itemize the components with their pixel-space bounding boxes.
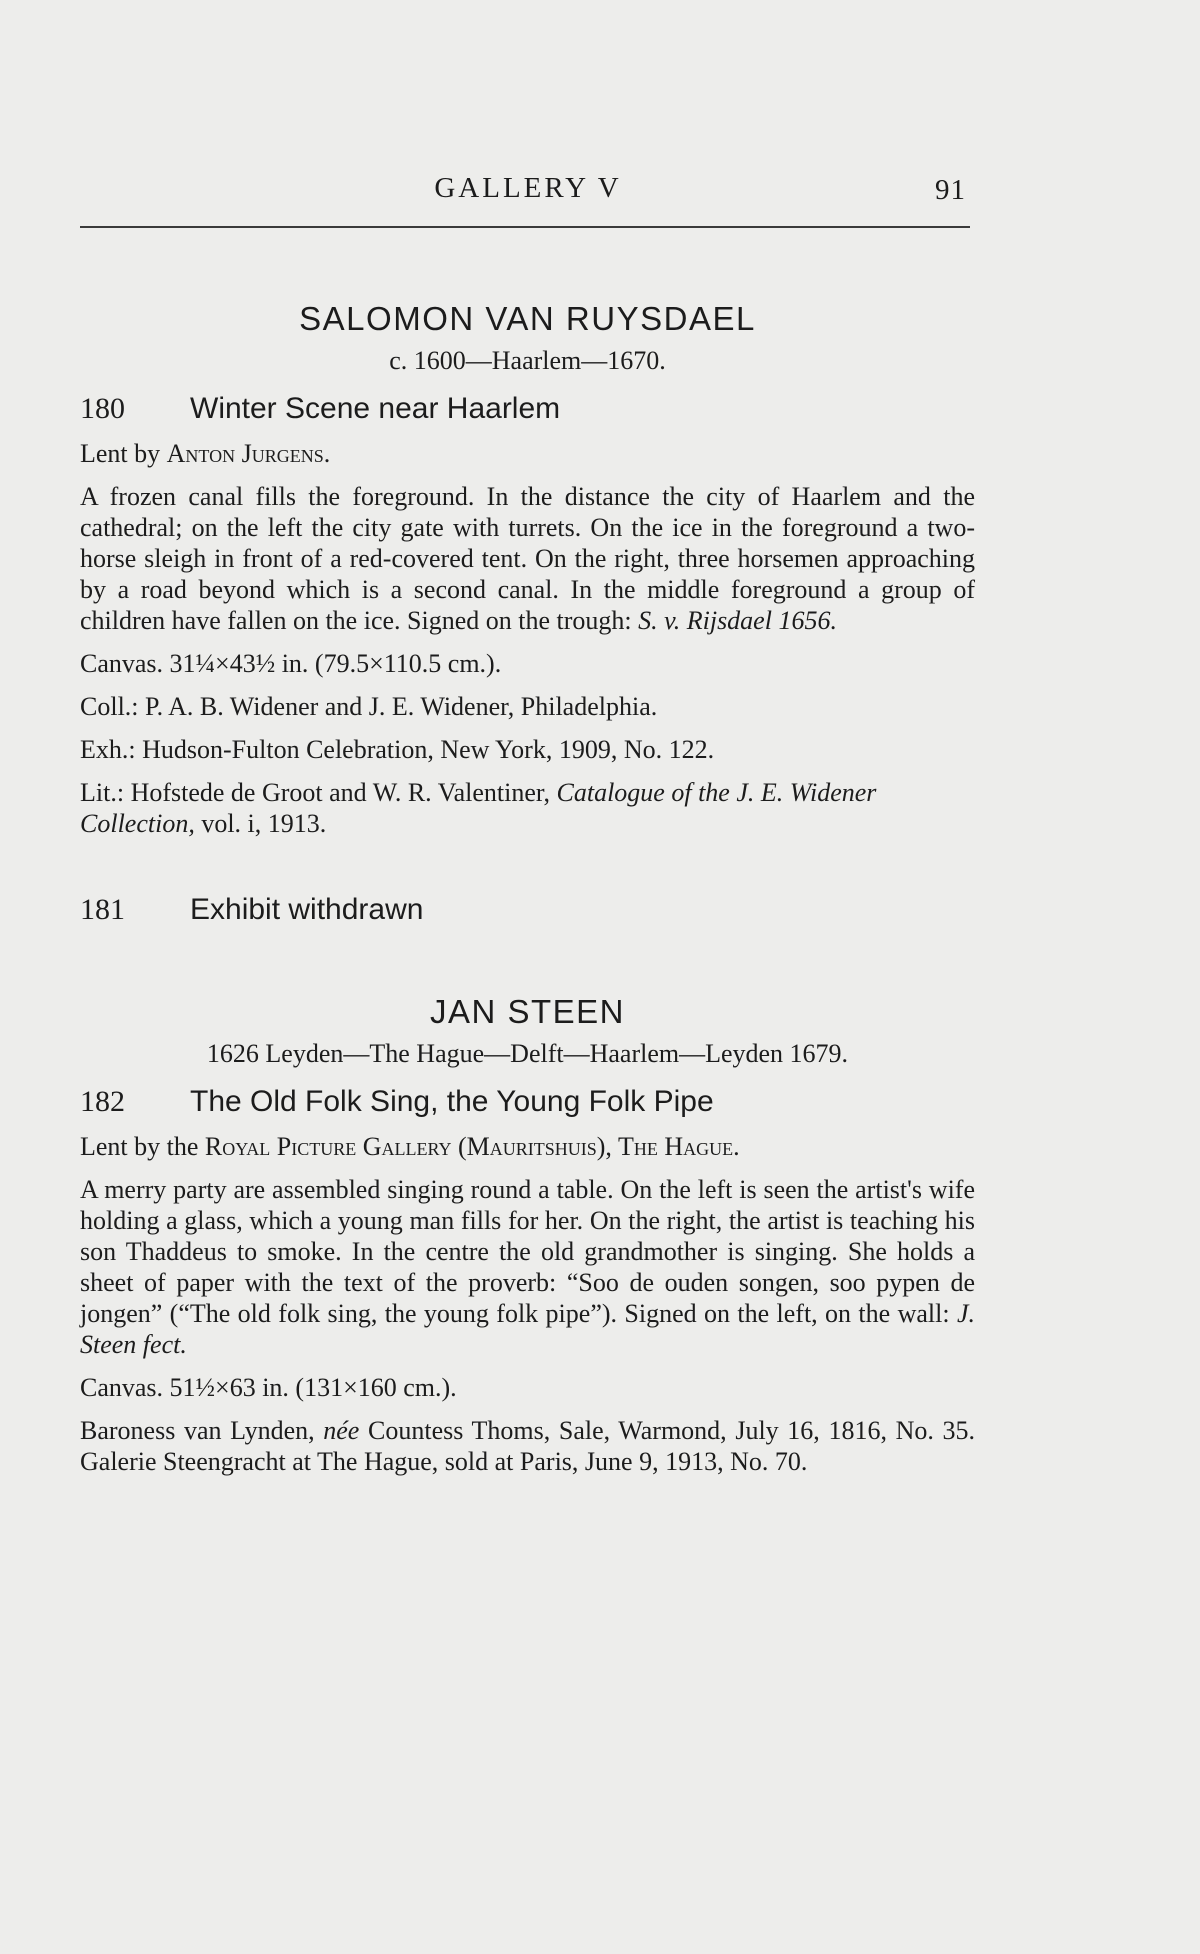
entry-number: 182 <box>80 1085 125 1118</box>
gallery-title: GALLERY V <box>434 172 622 204</box>
canvas-label: Canvas. <box>80 649 164 678</box>
entry-heading <box>80 392 975 426</box>
literature-line <box>80 777 975 839</box>
description-text: A frozen canal fills the foreground. In the distance the city of Haarlem and the cathedral; on the left the city gate with turrets. On the ice in the foreground a two-horse sleigh in front of a red-covered tent. On the right, three horsemen approaching by a road beyond which is a second canal. In the middle foreground a group of children have fallen on the ice. Signed on the trough: <box>80 482 975 635</box>
entry-description <box>80 481 975 636</box>
entry-number: 181 <box>80 893 125 926</box>
entry-number: 180 <box>80 392 125 425</box>
provenance-pre: Baroness van Lynden, <box>80 1416 315 1445</box>
provenance <box>80 1415 975 1477</box>
lit-label: Lit.: <box>80 778 125 807</box>
lender-line <box>80 438 975 469</box>
running-header <box>80 168 976 212</box>
artist-dates: 1626 Leyden—The Hague—Delft—Haarlem—Leyden 1679. <box>206 1039 849 1068</box>
artist-name: JAN STEEN <box>429 993 626 1030</box>
header-rule <box>80 226 970 228</box>
canvas-line <box>80 648 975 679</box>
lender-name: Anton Jurgens. <box>166 439 331 468</box>
coll-label: Coll.: <box>80 692 139 721</box>
entry-title: Exhibit withdrawn <box>190 893 424 926</box>
exh-label: Exh.: <box>80 735 136 764</box>
description-text: A merry party are assembled singing round a table. On the left is seen the artist's wife holding a glass, which a young man fills for her. On the right, the artist is teaching his son Thaddeus to smoke. In the centre the old grandmother is singing. She holds a sheet of paper with the text of the proverb: “Soo de ouden songen, soo pypen de jongen” (“The old folk sing, the young folk pipe”). Signed on the left, on the wall: <box>80 1175 975 1328</box>
signature: J. Steen fect. <box>80 1299 975 1359</box>
canvas-value: 51½×63 in. (131×160 cm.). <box>169 1373 457 1402</box>
lit-authors: Hofstede de Groot and W. R. Valentiner, <box>130 778 551 807</box>
entry-description <box>80 1174 975 1360</box>
lent-prefix: Lent by the <box>80 1132 199 1161</box>
exhibition-line <box>80 734 975 765</box>
canvas-line <box>80 1372 975 1403</box>
entry-heading <box>80 893 975 927</box>
provenance-post: Countess Thoms, Sale, Warmond, July 16, 1816, No. 35. Galerie Steengracht at The Hague, sold at Paris, June 9, 1913, No. 70. <box>80 1416 976 1476</box>
canvas-label: Canvas. <box>80 1373 164 1402</box>
entry-title: Winter Scene near Haarlem <box>190 392 561 425</box>
entry-heading <box>80 1085 975 1119</box>
canvas-value: 31¼×43½ in. (79.5×110.5 cm.). <box>169 649 502 678</box>
signature: S. v. Rijsdael 1656. <box>638 606 837 635</box>
provenance-nee: née <box>323 1416 360 1445</box>
lender-line <box>80 1131 975 1162</box>
lent-prefix: Lent by <box>80 439 161 468</box>
collection-line <box>80 691 975 722</box>
exh-value: Hudson-Fulton Celebration, New York, 1909, No. 122. <box>142 735 715 764</box>
coll-value: P. A. B. Widener and J. E. Widener, Philadelphia. <box>145 692 658 721</box>
lender-name: Royal Picture Gallery (Mauritshuis), The Hague. <box>204 1132 740 1161</box>
lit-rest: vol. i, 1913. <box>201 809 327 838</box>
lit-title: Catalogue of the J. E. Widener Collection, <box>80 778 877 838</box>
page-content <box>80 300 975 1489</box>
artist-name: SALOMON VAN RUYSDAEL <box>299 300 756 337</box>
entry-title: The Old Folk Sing, the Young Folk Pipe <box>190 1085 714 1118</box>
artist-dates: c. 1600—Haarlem—1670. <box>389 346 666 375</box>
page-number: 91 <box>935 174 966 206</box>
